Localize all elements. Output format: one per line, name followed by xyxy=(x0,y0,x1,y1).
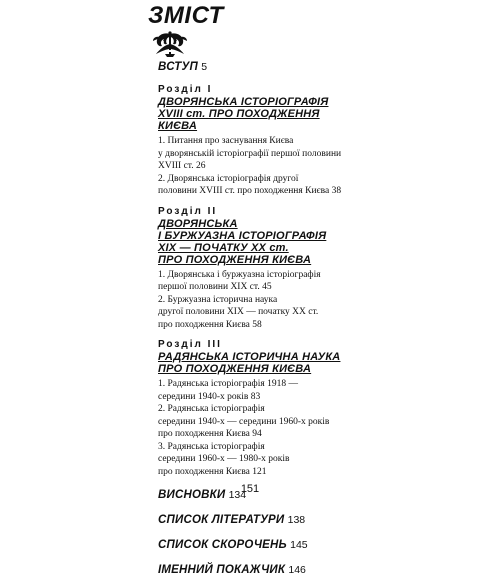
chapter-title[interactable] xyxy=(158,351,408,375)
chapter-section xyxy=(158,206,408,332)
subsection-line: 1. Радянська історіографія 1918 — xyxy=(158,379,298,389)
chapter-title-line: ПРО ПОХОДЖЕННЯ КИЄВА xyxy=(158,253,312,266)
toc-entry-label: СПИСОК ЛІТЕРАТУРИ xyxy=(158,514,285,526)
subsection-line: 1. Дворянська і буржуазна історіографія xyxy=(158,269,321,280)
chapter-title-line: XIX — ПОЧАТКУ XX ст. xyxy=(158,241,289,254)
chapter-title-line: XVIII ст. ПРО ПОХОДЖЕННЯ xyxy=(158,108,320,120)
chapter-title-line: ПРО ПОХОДЖЕННЯ КИЄВА xyxy=(158,363,312,375)
subsection-line: 2. Радянська історіографія xyxy=(158,404,265,414)
subsection-line: 3. Радянська історіографія xyxy=(158,441,265,452)
toc-entry-intro[interactable] xyxy=(158,60,408,74)
chapter-subsections xyxy=(158,269,408,332)
table-of-contents xyxy=(158,60,408,577)
toc-entry-label: СПИСОК СКОРОЧЕНЬ xyxy=(158,539,287,551)
chapter-title-line: ДВОРЯНСЬКА ІСТОРІОГРАФІЯ xyxy=(158,96,329,108)
subsection-line: 1. Питання про заснування Києва xyxy=(158,136,294,146)
chapter-label: Розділ І xyxy=(158,84,213,95)
chapter-title[interactable] xyxy=(158,96,408,132)
subsection-line: 2. Дворянська історіографія другої xyxy=(158,173,299,184)
subsection-line: про походження Києва 94 xyxy=(158,429,262,439)
toc-entry-page: 145 xyxy=(290,539,308,551)
subsection-line: 2. Буржуазна історична наука xyxy=(158,294,278,305)
subsection-line: середини 1940-х — середини 1960-х років xyxy=(158,416,330,427)
subsection-line: середини 1940-х років 83 xyxy=(158,391,261,402)
toc-entry-name-index[interactable] xyxy=(158,563,408,577)
chapter-title[interactable] xyxy=(158,218,408,266)
toc-entry-page: 146 xyxy=(288,564,306,576)
chapter-label: Розділ ІІІ xyxy=(158,339,222,350)
chapter-title-line: І БУРЖУАЗНА ІСТОРІОГРАФІЯ xyxy=(158,229,327,242)
chapter-title-line: РАДЯНСЬКА ІСТОРИЧНА НАУКА xyxy=(158,351,341,363)
toc-entry-bibliography[interactable] xyxy=(158,513,408,527)
page-number: 151 xyxy=(240,483,260,495)
chapter-section xyxy=(158,84,408,198)
chapter-title-line: ДВОРЯНСЬКА xyxy=(158,217,238,230)
toc-entry-label: ІМЕННИЙ ПОКАЖЧИК xyxy=(158,564,286,576)
subsection-line: першої половини XIX ст. 45 xyxy=(158,282,272,292)
toc-entry-label: ВИСНОВКИ xyxy=(158,489,226,501)
toc-entry-page: 134 xyxy=(228,489,247,501)
chapter-section xyxy=(158,339,408,478)
subsection-line: про походження Києва 58 xyxy=(158,319,262,330)
page-title: ЗМІСТ xyxy=(148,2,224,29)
toc-entry-label: ВСТУП xyxy=(158,61,198,73)
floral-ornament-icon xyxy=(150,30,190,58)
subsection-line: у дворянській історіографії першої половини xyxy=(158,148,342,159)
toc-entry-abbreviations[interactable] xyxy=(158,538,408,552)
subsection-line: другої половини XIX — початку XX ст. xyxy=(158,307,319,317)
subsection-line: XVIII ст. 26 xyxy=(158,161,206,171)
chapter-label: Розділ ІІ xyxy=(158,205,218,217)
subsection-line: про походження Києва 121 xyxy=(158,466,267,477)
chapter-title-line: КИЄВА xyxy=(158,120,198,132)
toc-entry-page: 138 xyxy=(287,514,306,526)
subsection-line: половини XVIII ст. про походження Києва 38 xyxy=(158,186,342,196)
toc-entry-page: 5 xyxy=(201,61,208,73)
subsection-line: середини 1960-х — 1980-х років xyxy=(158,454,290,464)
chapter-subsections xyxy=(158,378,408,478)
chapter-subsections xyxy=(158,135,408,198)
